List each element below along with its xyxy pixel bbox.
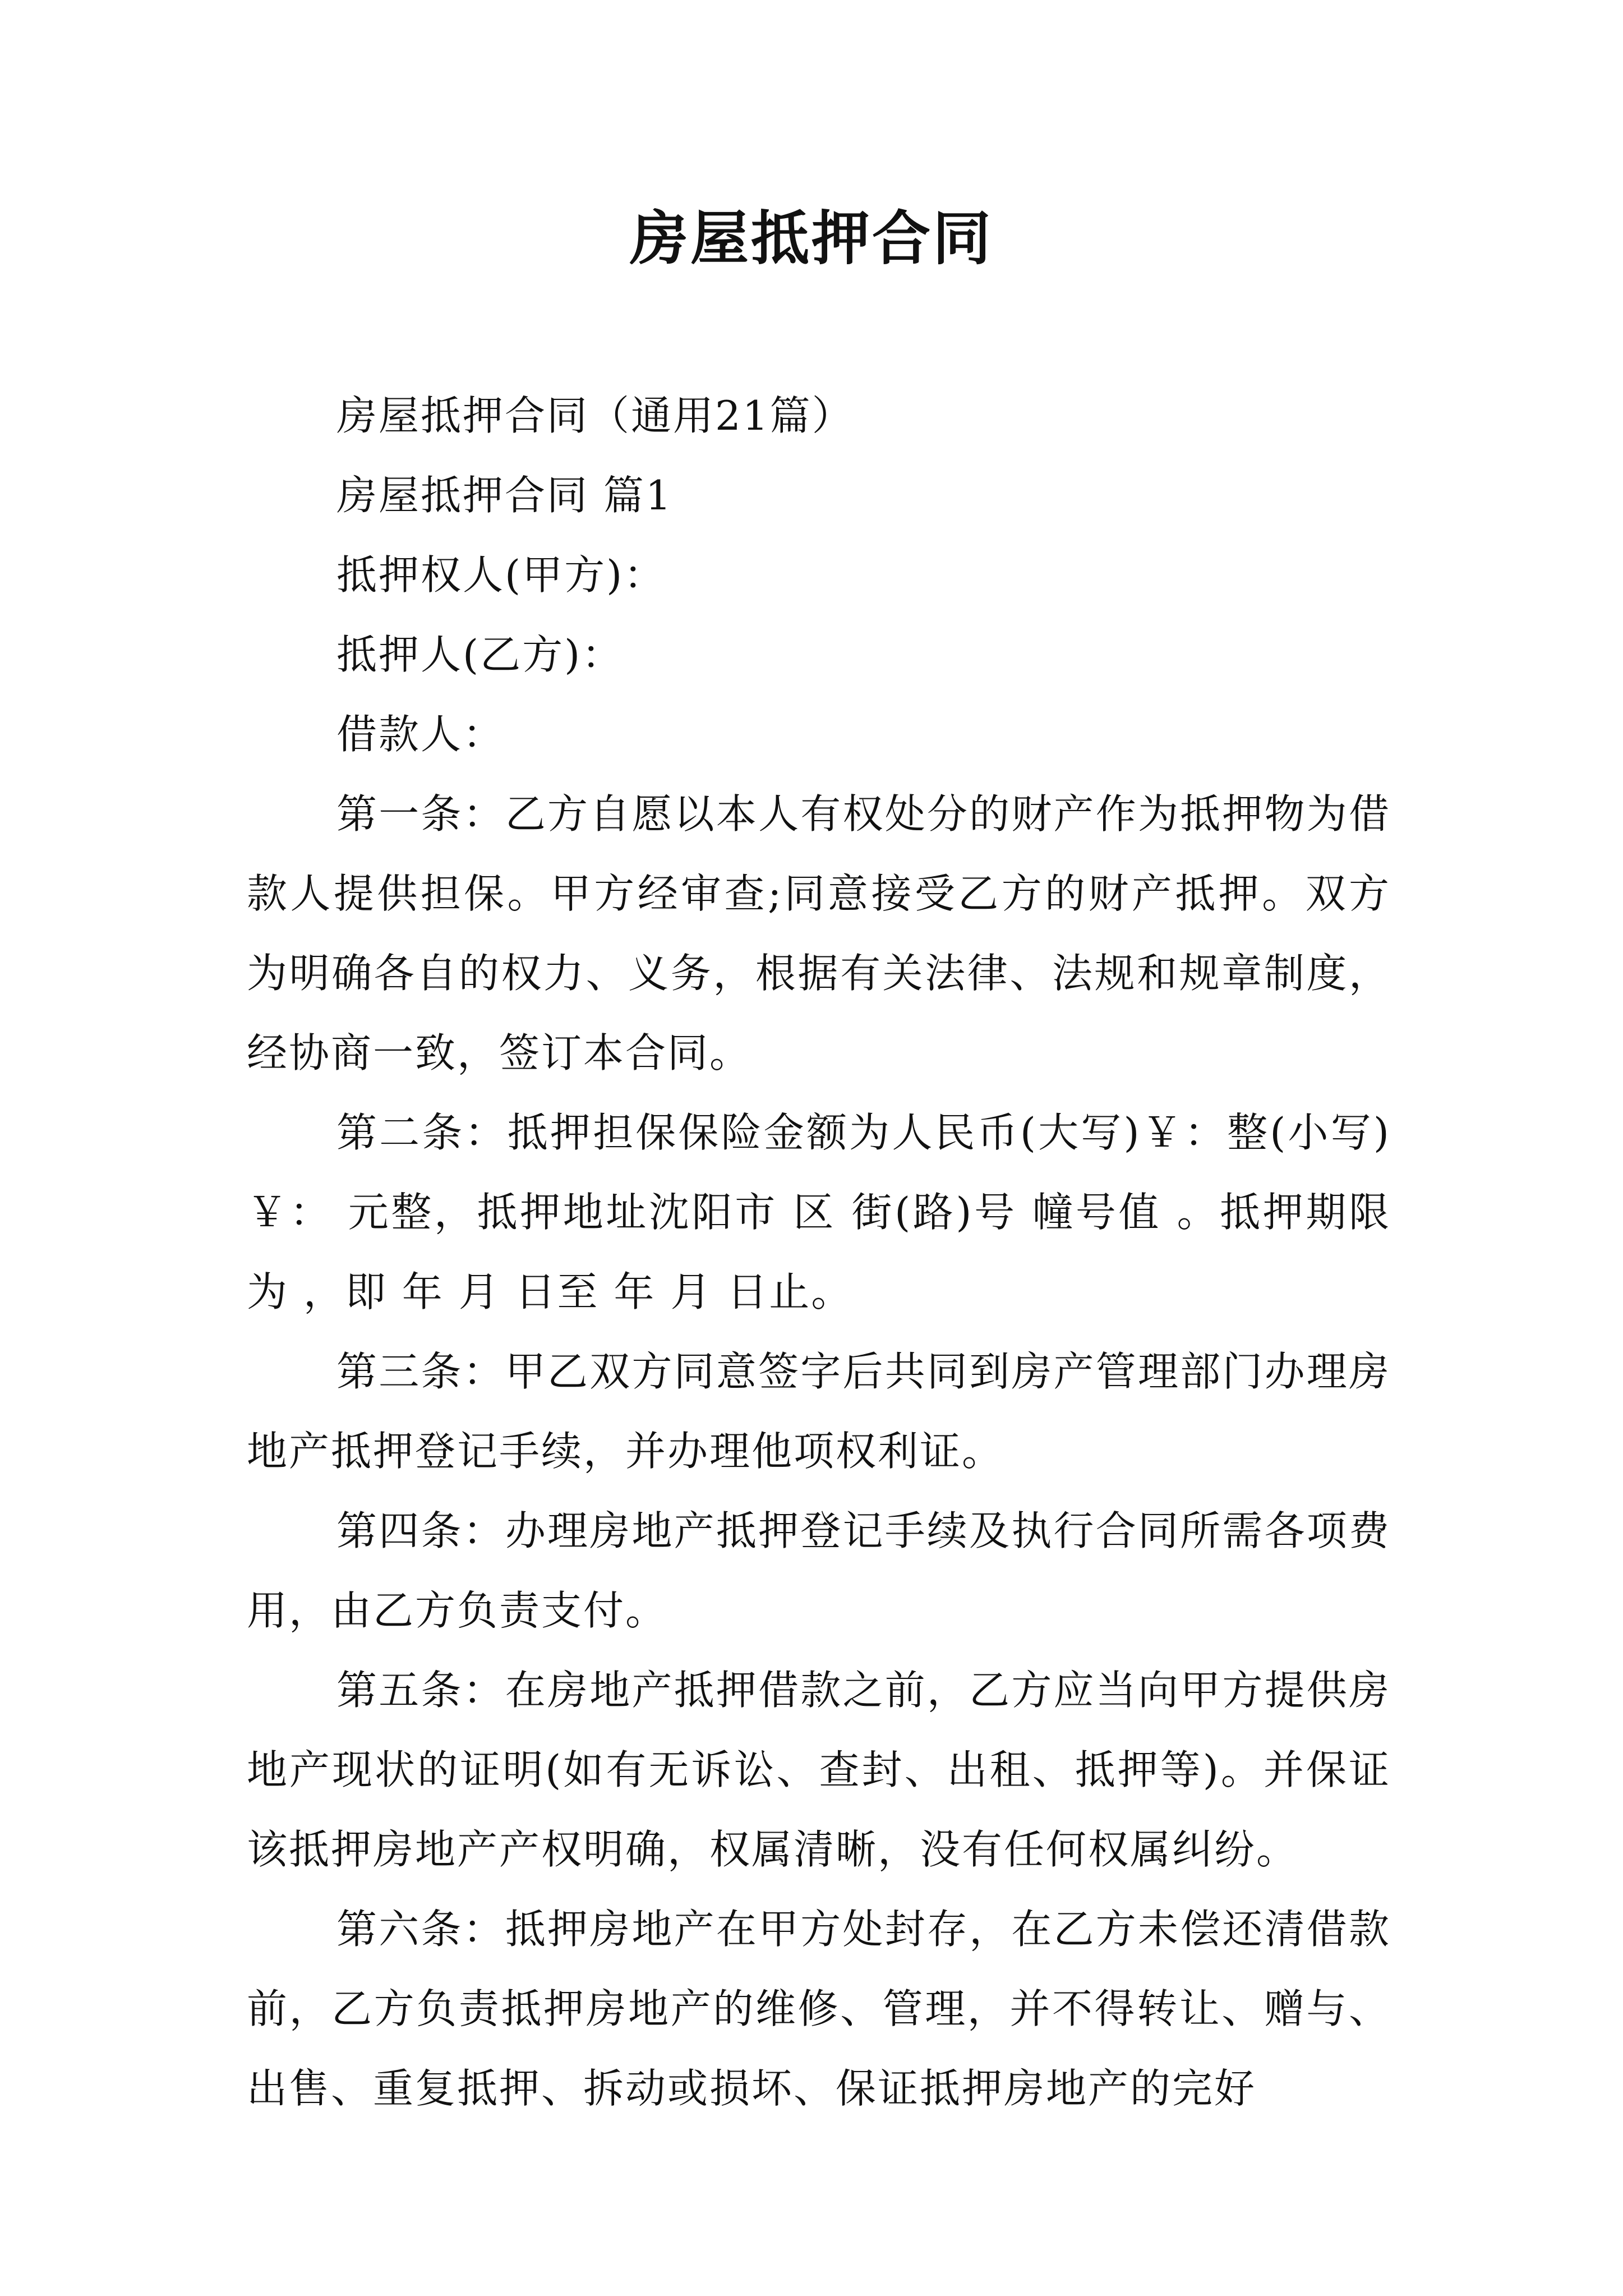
paragraph-heading: 房屋抵押合同（通用21篇） <box>336 392 854 439</box>
paragraph-mortgagor: 抵押人(乙方)： <box>336 631 624 678</box>
paragraph-article-5: 第五条：在房地产抵押借款之前，乙方应当向甲方提供房地产现状的证明(如有无诉讼、查封、出租、抵押等)。并保证该抵押房地产产权明确，权属清晰，没有任何权属纠纷。 <box>247 1667 1391 1873</box>
paragraph-article-2: 第二条：抵押担保保险金额为人民币(大写)￥：整(小写)￥： 元整，抵押地址沈阳市 区 街(路)号 幢号值 。抵押期限为 ，即 年 月 日至 年 月 日止。 <box>247 1109 1391 1315</box>
paragraph-mortgagee: 抵押权人(甲方)： <box>336 551 666 599</box>
paragraph-article-3: 第三条：甲乙双方同意签字后共同到房产管理部门办理房地产抵押登记手续，并办理他项权利证。 <box>247 1348 1391 1475</box>
document-body <box>247 376 1391 2128</box>
paragraph-article-4: 第四条：办理房地产抵押登记手续及执行合同所需各项费用，由乙方负责支付。 <box>247 1507 1391 1634</box>
paragraph-borrower: 借款人： <box>336 711 505 758</box>
paragraph-section-title: 房屋抵押合同 篇1 <box>336 472 673 519</box>
paragraph-article-1: 第一条：乙方自愿以本人有权处分的财产作为抵押物为借款人提供担保。甲方经审查;同意接受乙方的财产抵押。双方为明确各自的权力、义务，根据有关法律、法规和规章制度，经协商一致，签订本合同。 <box>247 790 1391 1076</box>
document-title: 房屋抵押合同 <box>629 204 993 273</box>
paragraph-article-6: 第六条：抵押房地产在甲方处封存，在乙方未偿还清借款前，乙方负责抵押房地产的维修、管理，并不得转让、赠与、出售、重复抵押、拆动或损坏、保证抵押房地产的完好 <box>247 1906 1391 2112</box>
